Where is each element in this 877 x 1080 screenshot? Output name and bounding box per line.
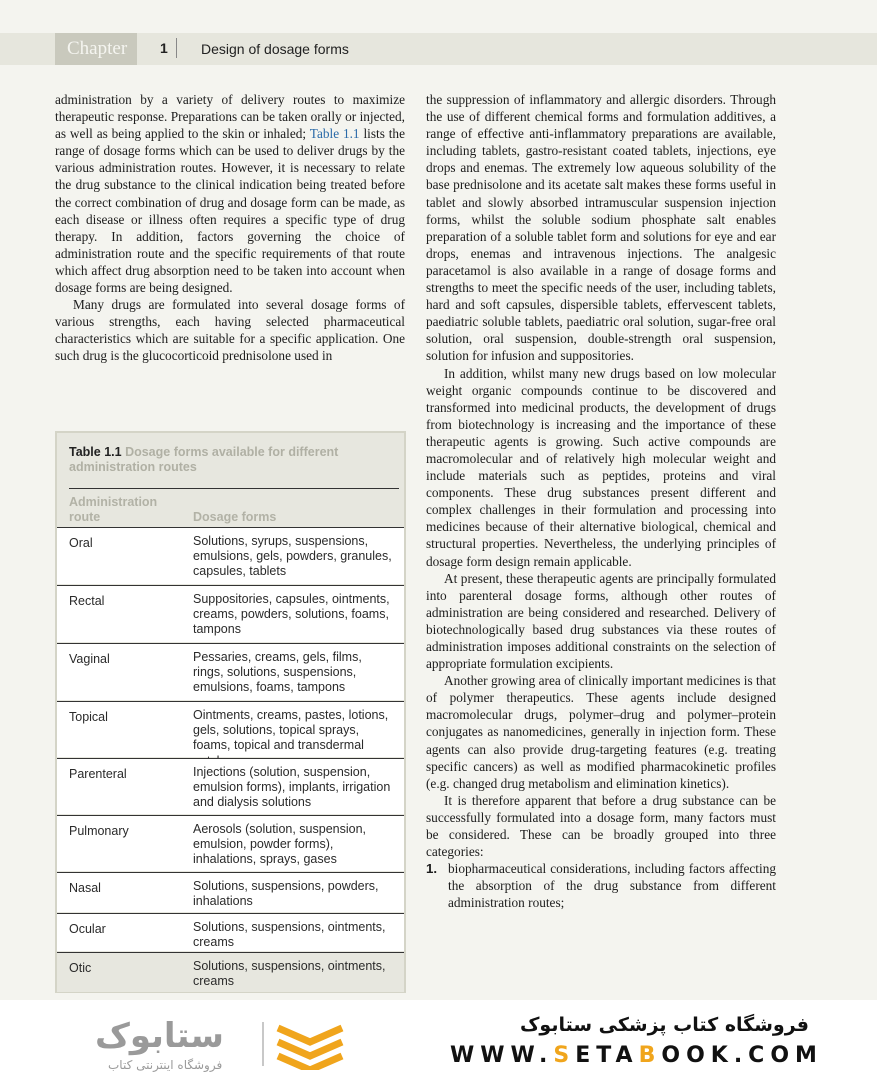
table-row <box>57 815 404 871</box>
logo-subtitle: فروشگاه اینترنتی کتاب <box>108 1058 223 1072</box>
table-caption <box>69 445 389 475</box>
table-reference-link[interactable]: Table 1.1 <box>309 126 360 142</box>
logo-divider <box>262 1022 264 1066</box>
url-part: ETA <box>575 1043 639 1068</box>
route-cell: Vaginal <box>69 652 110 666</box>
forms-cell: Ointments, creams, pastes, lotions, gels, solutions, topical sprays, foams, topical and transdermal <box>193 708 389 753</box>
left-column <box>55 91 405 365</box>
table-row <box>57 527 404 584</box>
forms-cell: Solutions, suspensions, ointments, creams <box>193 959 386 989</box>
chapter-title: Design of dosage forms <box>201 41 349 57</box>
table-row <box>57 913 404 951</box>
route-cell: Oral <box>69 536 93 550</box>
table-caption-text: Dosage forms available for different administration routes <box>69 445 339 474</box>
paragraph: Many drugs are formulated into several dosage forms of various strengths, each having selected pharmaceutical characteristics which are suitable for a specific application. One such drug is the glucocorticoid prednisolone used in <box>55 297 405 364</box>
chapter-number: 1 <box>160 40 168 56</box>
dosage-forms-table <box>55 431 406 993</box>
route-cell: Nasal <box>69 881 101 895</box>
list-text: biopharmaceutical considerations, including factors affecting the absorption of the drug substance from different administration routes; <box>448 861 776 911</box>
route-cell: Otic <box>69 961 92 975</box>
url-part: WWW. <box>450 1043 554 1068</box>
table-row <box>57 872 404 912</box>
forms-cell: Injections (solution, suspension, emulsion forms), implants, irrigation and dialysis solutions <box>193 765 391 810</box>
column-header-route: Administration route <box>69 495 158 524</box>
forms-cell: Solutions, suspensions, powders, inhalations <box>193 879 379 909</box>
chapter-label: Chapter <box>55 33 137 65</box>
forms-cell: Solutions, suspensions, ointments, creams <box>193 920 386 950</box>
route-cell: Topical <box>69 710 108 724</box>
paragraph <box>55 91 405 296</box>
forms-cell: Pessaries, creams, gels, films, rings, solutions, suspensions, emulsions, foams, tampons <box>193 650 362 695</box>
route-cell: Pulmonary <box>69 824 129 838</box>
forms-cell: Solutions, syrups, suspensions, emulsions, gels, powders, granules, capsules, tablets <box>193 534 392 579</box>
url-part: OOK.COM <box>661 1043 823 1068</box>
paragraph: Another growing area of clinically important medicines is that of polymer therapeutics. These agents include designed macromolecular drugs, polymer–drug and polymer–protein conjugates as nanomedicines, generally in injection form. These agents can also provide drug-targeting features (e.g. treating specific cancers) as well as modified pharmacokinetic profiles (e.g. changed drug metabolism and elimination kinetics). <box>426 673 776 791</box>
paragraph: At present, these therapeutic agents are principally formulated into parenteral dosage forms, although other routes of administration are being considered and researched. Delivery of biotechnologically based drug substances via these routes of administration imposes additional constraints on the selection of appropriate formulation excipients. <box>426 570 776 672</box>
table-row <box>57 701 404 757</box>
logo-wordmark: ستابوک <box>95 1016 224 1056</box>
table-row <box>57 643 404 700</box>
paragraph-text: lists the range of dosage forms which can be used to deliver drugs by the various administration routes. However, it is necessary to relate the drug substance to the clinical indication being treated before the correct combination of drug and dosage form can be made, as each disease or illness often requires a specific type of drug therapy. In addition, factors governing the choice of administration route and the specific requirements of that route which affect drug absorption need to be taken into account when dosage forms are being designed. <box>55 126 405 296</box>
right-column <box>426 91 776 912</box>
logo-chevron-icon <box>270 1020 350 1070</box>
column-header-forms: Dosage forms <box>193 510 277 524</box>
forms-cell: Aerosols (solution, suspension, emulsion, powder forms), inhalations, sprays, gases <box>193 822 367 867</box>
header-divider <box>176 38 177 58</box>
table-row <box>57 585 404 642</box>
url-accent: S <box>553 1043 576 1068</box>
store-title: فروشگاه کتاب پزشکی ستابوک <box>519 1014 809 1036</box>
paragraph: In addition, whilst many new drugs based on low molecular weight organic compounds continue to be discovered and transformed into medicinal products, the development of drugs from biotechnology is increasing and the importance of these therapeutic agents is growing. Such active compounds are macromolecular and of relatively high molecular weight and include materials such as peptides, proteins and viral components. These drug substances present different and complex challenges in their formulation and processing into medicines because of their alternative biological, chemical and structural properties. Nevertheless, the underlying principles of dosage form design remain applicable. <box>426 365 776 569</box>
route-cell: Rectal <box>69 594 105 608</box>
table-header <box>69 488 399 527</box>
route-cell: Parenteral <box>69 767 127 781</box>
paragraph: the suppression of inflammatory and allergic disorders. Through the use of different chemical forms and formulation additives, a range of effective anti-inflammatory preparations are available, including tablets, gastro-resistant coated tablets, injections, eye drops and enemas. The extremely low aqueous solubility of the base prednisolone and its acetate salt makes these forms useful in tablet and slowly absorbed intramuscular suspension injection forms, whilst the soluble sodium phosphate salt enables preparation of a soluble tablet form and solutions for eye and ear drops, enemas and intravenous injections. The analgesic paracetamol is also available in a range of dosage forms and strengths to meet the specific needs of the user, including tablets, hard and soft capsules, dispersible tablets, effervescent tablets, paediatric soluble tablets, paediatric oral solution, sugar-free oral solution, oral suspension, double-strength oral suspension, solution for infusion and suppositories. <box>426 92 776 364</box>
forms-cell: Suppositories, capsules, ointments, creams, powders, solutions, foams, tampons <box>193 592 390 637</box>
list-item <box>426 860 776 911</box>
table-row <box>57 758 404 814</box>
list-number: 1. <box>426 861 438 877</box>
table-label: Table 1.1 <box>69 445 122 459</box>
table-row <box>57 952 404 992</box>
url-accent: B <box>638 1043 662 1068</box>
site-url[interactable] <box>450 1043 823 1068</box>
paragraph-text: administration by a variety of delivery routes to maximize therapeutic response. Preparations can be taken orally or injected, as well as being applied to the skin or inhaled; <box>55 92 405 142</box>
route-cell: Ocular <box>69 922 106 936</box>
paragraph: It is therefore apparent that before a drug substance can be successfully formulated into a dosage form, many factors must be considered. These can be broadly grouped into three categories: <box>426 792 776 860</box>
